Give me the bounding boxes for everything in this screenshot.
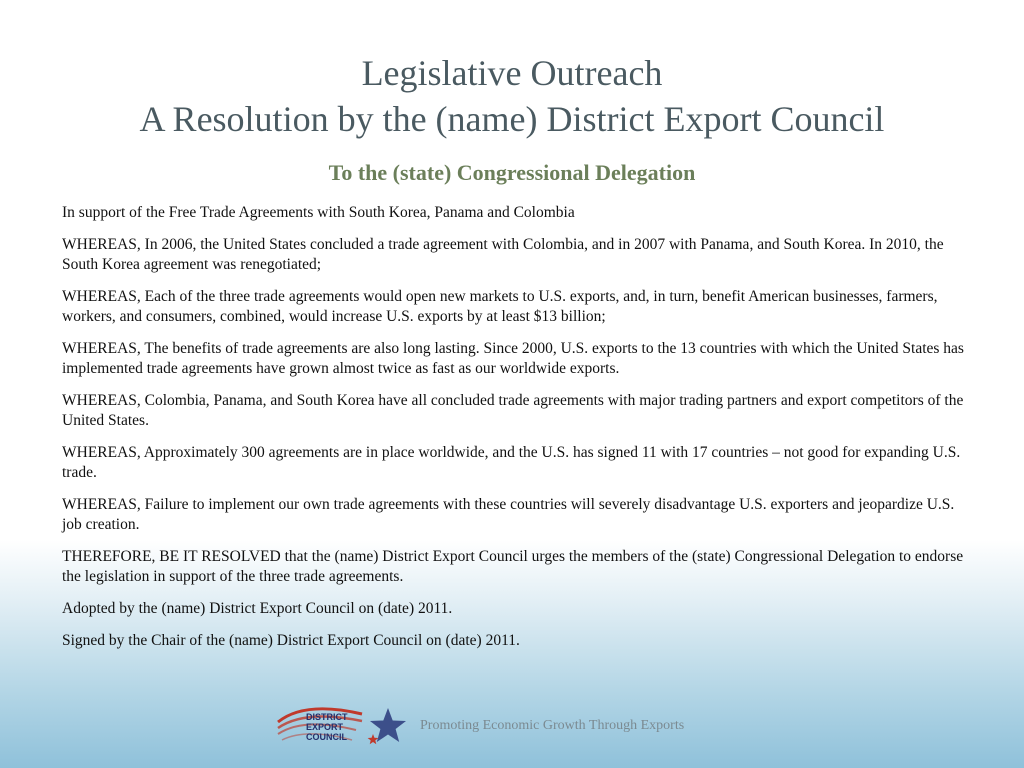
resolved-paragraph: THEREFORE, BE IT RESOLVED that the (name) District Export Council urges the members of the (state) Congressional Delegation to endorse the legislation in support of the three trade agreements. — [62, 548, 964, 585]
subtitle: To the (state) Congressional Delegation — [328, 160, 696, 185]
whereas-paragraph-5: WHEREAS, Approximately 300 agreements are in place worldwide, and the U.S. has signed 11 with 17 countries – not good for expanding U.S. trade. — [62, 444, 961, 481]
whereas-paragraph-3: WHEREAS, The benefits of trade agreements are also long lasting. Since 2000, U.S. exports to the 13 countries with which the United States has implemented trade agreements have grown almost twice as fast as our worldwide exports. — [62, 340, 964, 377]
logo-text-line-1: DISTRICT — [306, 712, 348, 722]
logo-text-line-2: EXPORT — [306, 722, 344, 732]
footer-tagline: Promoting Economic Growth Through Exports — [420, 718, 685, 733]
large-star-icon — [370, 708, 406, 742]
title-block — [0, 50, 1024, 142]
resolution-body — [62, 203, 967, 663]
district-export-council-logo — [276, 700, 412, 752]
signed-line: Signed by the Chair of the (name) District Export Council on (date) 2011. — [62, 632, 520, 649]
small-star-icon — [368, 734, 379, 744]
intro-paragraph: In support of the Free Trade Agreements with South Korea, Panama and Colombia — [62, 204, 575, 221]
title-line-1: Legislative Outreach — [361, 53, 663, 93]
footer — [276, 700, 736, 752]
whereas-paragraph-6: WHEREAS, Failure to implement our own trade agreements with these countries will severely disadvantage U.S. exporters and jeopardize U.S. job creation. — [62, 496, 955, 533]
title-line-2: A Resolution by the (name) District Export Council — [139, 99, 885, 139]
logo-text-line-3: COUNCIL — [306, 732, 347, 742]
adopted-line: Adopted by the (name) District Export Council on (date) 2011. — [62, 600, 453, 617]
whereas-paragraph-2: WHEREAS, Each of the three trade agreements would open new markets to U.S. exports, and, in turn, benefit American businesses, farmers, workers, and consumers, combined, would increase U.S. exports by at least $13 billion; — [62, 288, 938, 325]
whereas-paragraph-4: WHEREAS, Colombia, Panama, and South Korea have all concluded trade agreements with major trading partners and export competitors of the United States. — [62, 392, 964, 429]
whereas-paragraph-1: WHEREAS, In 2006, the United States concluded a trade agreement with Colombia, and in 2007 with Panama, and South Korea. In 2010, the South Korea agreement was renegotiated; — [62, 236, 944, 273]
